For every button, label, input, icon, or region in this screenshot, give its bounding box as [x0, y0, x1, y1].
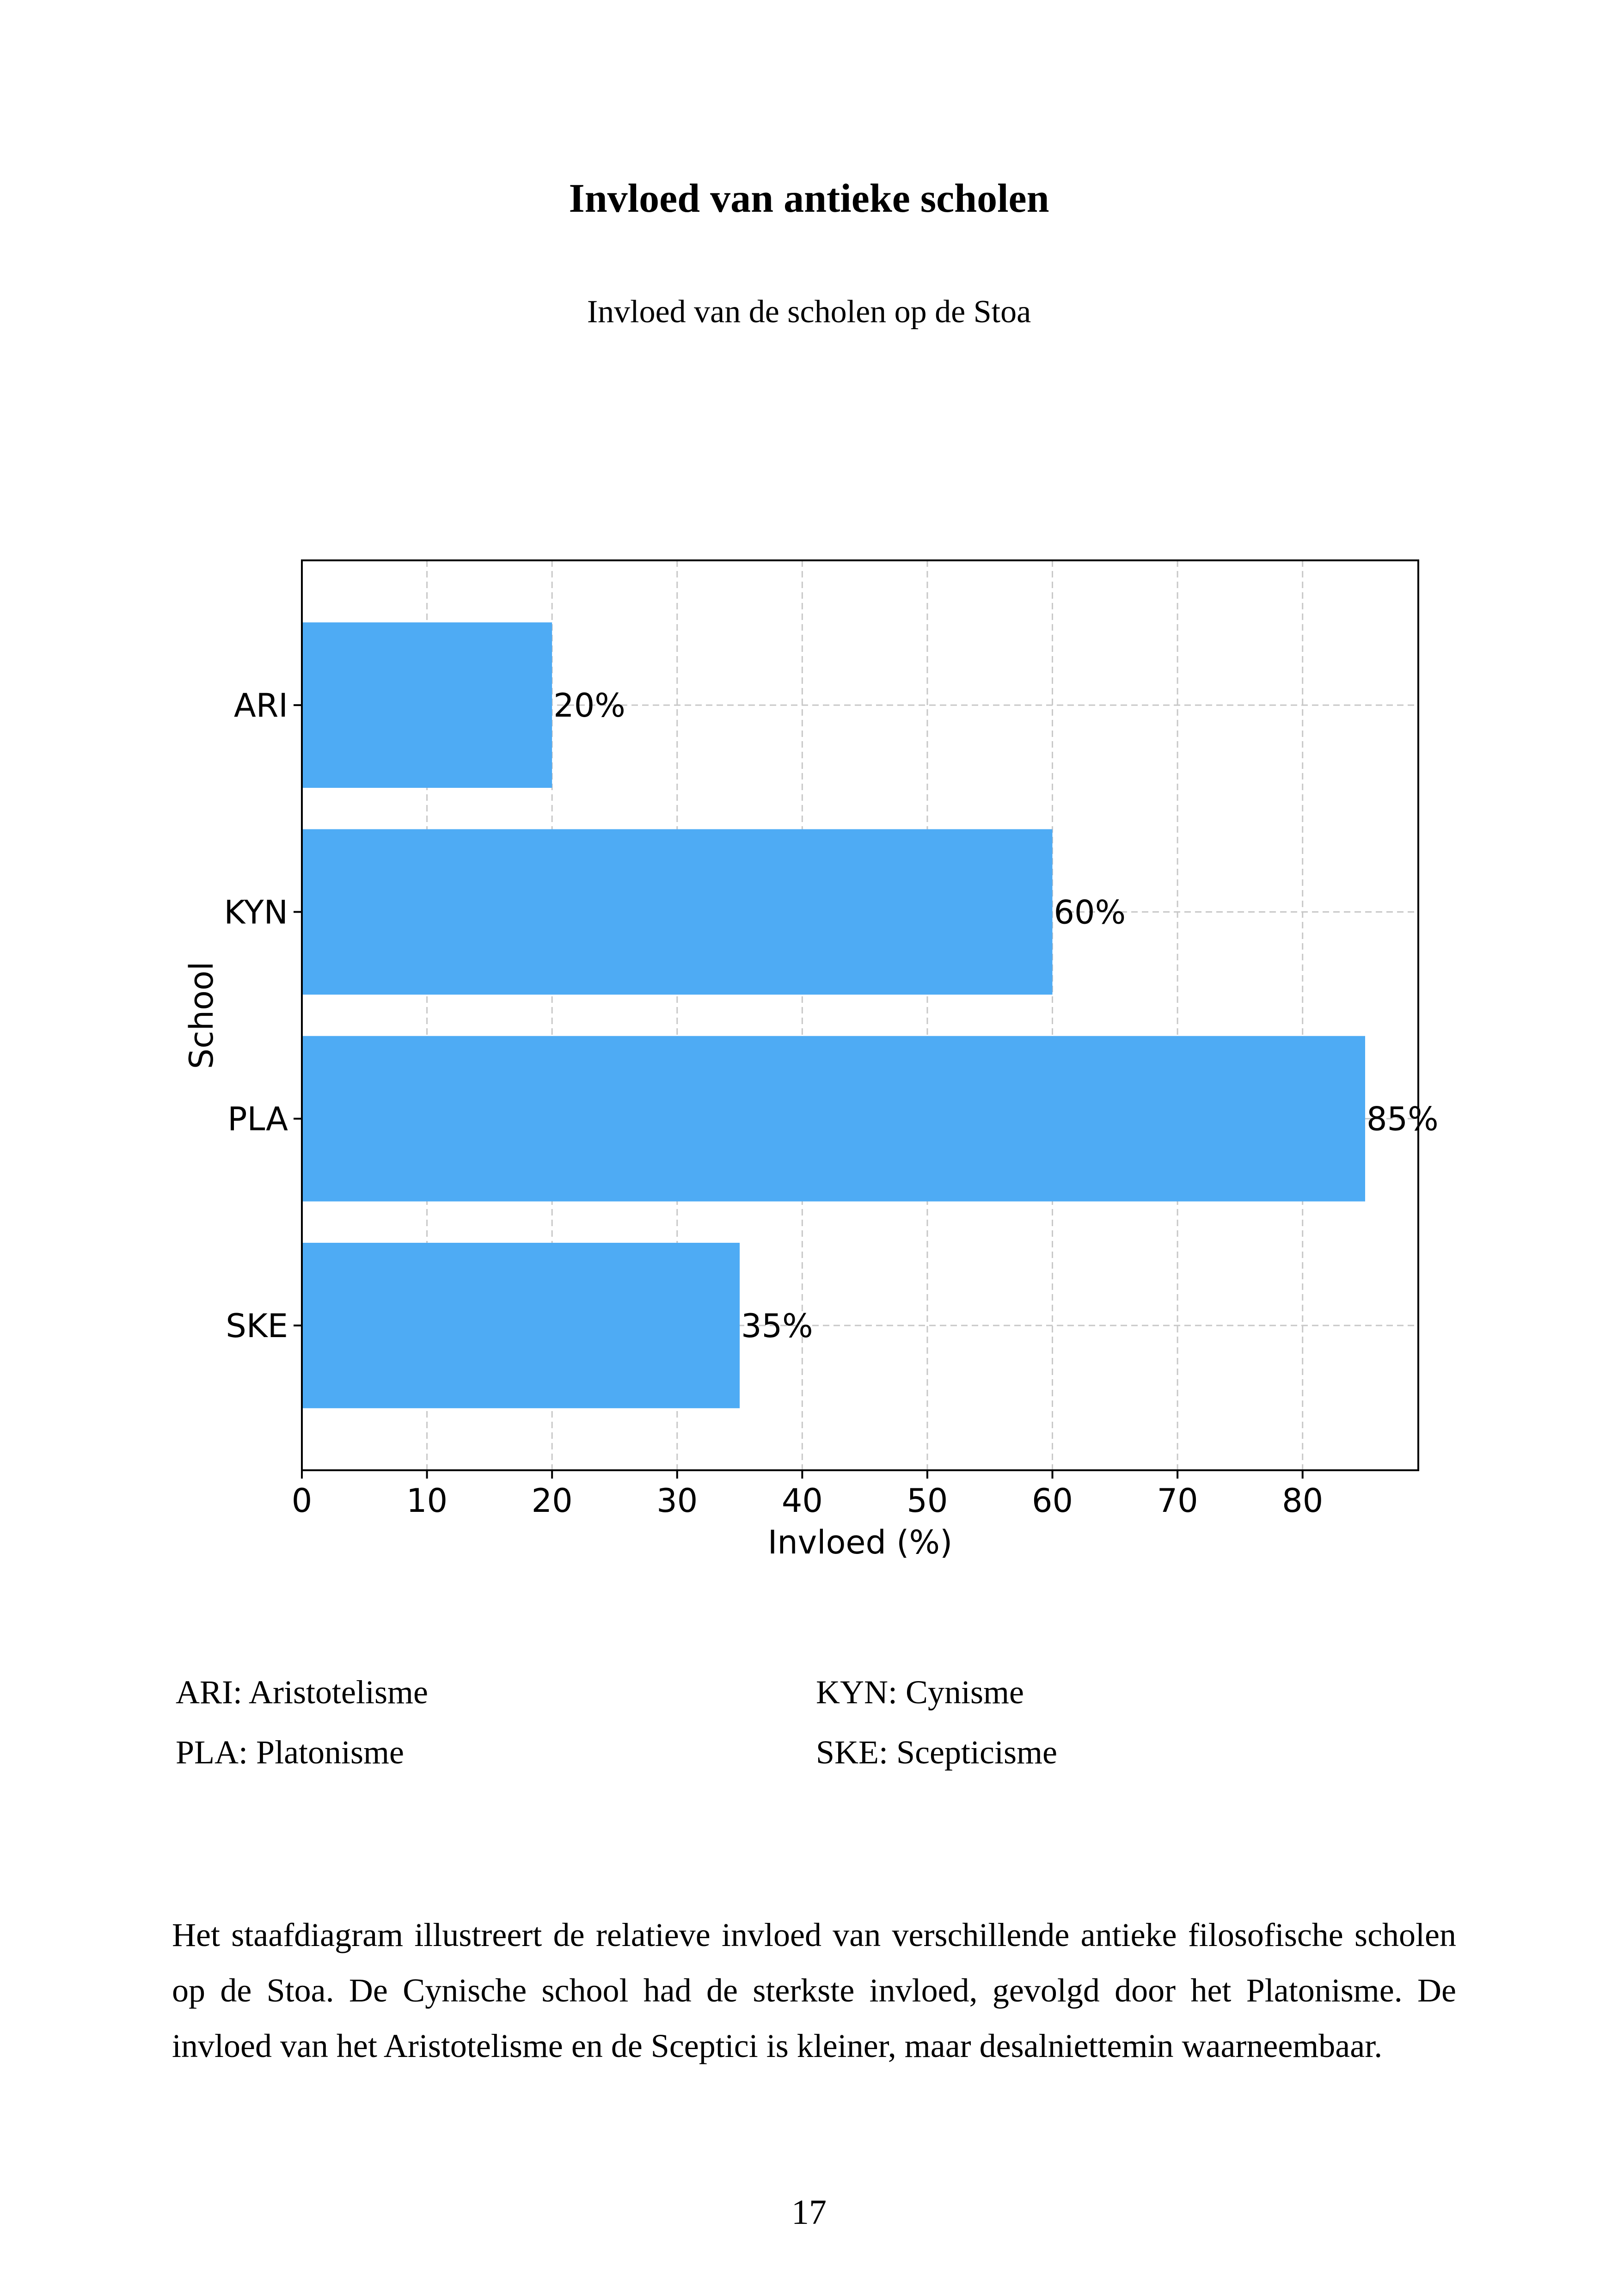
- x-tick-label-30: 30: [656, 1482, 698, 1520]
- x-tick-label-10: 10: [406, 1482, 448, 1520]
- x-tick-label-70: 70: [1157, 1482, 1198, 1520]
- bar-ske: [302, 1243, 740, 1408]
- bar-layer: [302, 622, 1365, 1408]
- y-tick-label-ari: ARI: [233, 687, 288, 725]
- y-tick-label-pla: PLA: [227, 1100, 288, 1138]
- data-label-pla: 85%: [1367, 1100, 1439, 1138]
- data-label-ske: 35%: [741, 1307, 813, 1345]
- y-axis-label: School: [183, 961, 221, 1069]
- x-tick-label-40: 40: [781, 1482, 823, 1520]
- legend-item-kyn: KYN: Cynisme: [816, 1674, 1024, 1711]
- legend-item-pla: PLA: Platonisme: [176, 1734, 404, 1771]
- data-label-ari: 20%: [553, 687, 625, 725]
- body-paragraph: Het staafdiagram illustreert de relatieve invloed van verschillende antieke filosofische scholen op de Stoa. De Cynische school had de sterkste invloed, gevolgd door het Platonisme. De invloed van het Aristotelisme en de Sceptici is kleiner, maar desalniettemin waarneembaar.: [172, 1916, 1456, 2064]
- x-axis-label: Invloed (%): [767, 1523, 953, 1561]
- data-label-kyn: 60%: [1054, 893, 1126, 932]
- page-title: Invloed van antieke scholen: [569, 176, 1049, 221]
- bar-pla: [302, 1036, 1365, 1202]
- page-number: 17: [791, 2193, 827, 2232]
- legend-item-ari: ARI: Aristotelisme: [176, 1674, 428, 1711]
- x-tick-label-50: 50: [907, 1482, 948, 1520]
- x-tick-label-20: 20: [531, 1482, 573, 1520]
- x-tick-label-60: 60: [1031, 1482, 1073, 1520]
- y-tick-label-kyn: KYN: [224, 893, 288, 932]
- chart-title: Invloed van de scholen op de Stoa: [587, 294, 1031, 330]
- x-tick-label-80: 80: [1282, 1482, 1324, 1520]
- legend-item-ske: SKE: Scepticisme: [816, 1734, 1057, 1771]
- y-tick-label-ske: SKE: [226, 1307, 288, 1345]
- bar-ari: [302, 622, 552, 788]
- bar-kyn: [302, 829, 1053, 995]
- x-tick-label-0: 0: [291, 1482, 313, 1520]
